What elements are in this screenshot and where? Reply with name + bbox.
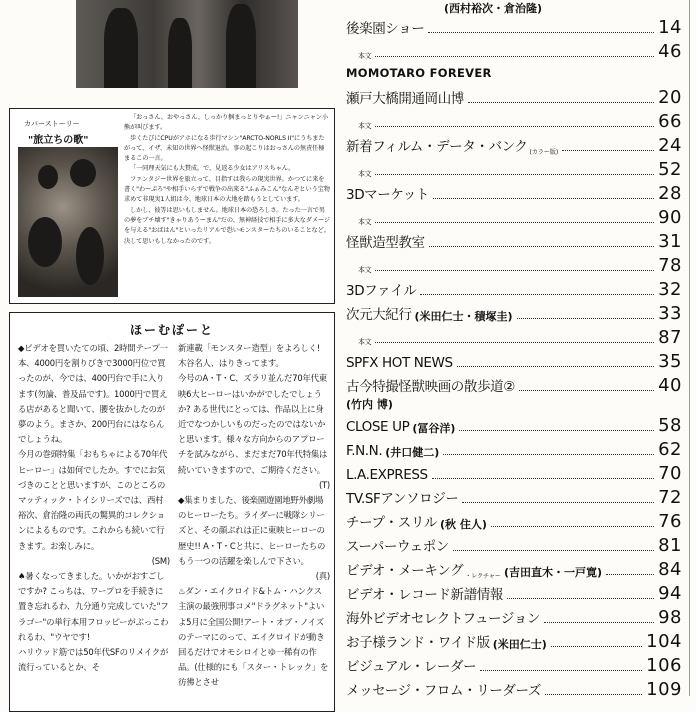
toc-entry (346, 486, 682, 508)
toc-dot-leader (517, 318, 655, 319)
toc-page-number: 24 (658, 135, 682, 156)
toc-dot-leader (375, 342, 654, 343)
toc-entry-author: (井口健二) (385, 446, 440, 459)
toc-entry-title: 3Dファイル (346, 283, 417, 299)
toc-page-number: 35 (658, 351, 682, 372)
toc-entry (346, 678, 682, 700)
photo-figure (104, 8, 138, 88)
toc-dot-leader (428, 32, 654, 33)
toc-entry-author: (吉田直木・一戸寛) (503, 566, 602, 579)
toc-entry-title: 本文 (358, 266, 372, 274)
cover-paragraph: ファンタジー世界を旅立って、目指すは我らの現実世界。かつてに来を書く"わーぷろ"や相手いらずで戦争の出来る"ふぁみこん"なんぞという宝物求めて非現実1人組は今、地球日本の大地を踏もうとしています。 (124, 175, 330, 204)
toc-subentry (346, 110, 682, 132)
toc-entry (346, 462, 682, 484)
home-paragraph: ハリウッド筋では50年代SFのリメイクが流行っているとか、そ (18, 647, 169, 673)
home-port-column-left (18, 341, 170, 675)
home-port-box (9, 312, 335, 712)
home-paragraph: ♨ダン・エイクロイド&トム・ハンクス主演の最強刑事コメ"ドラグネット"よいよ5月に全国公開!アート・オブ・ノイズのテーマにのって、エイクロイドが動き回るだけでオモシロイとゆ一稀有の作品。(仕様的にも「スター・トレック」を彷彿とさせ (178, 586, 329, 688)
toc-entry-title: CLOSE UP (346, 419, 410, 435)
top-photo (76, 0, 298, 88)
toc-entry (346, 630, 682, 652)
toc-entry-title: 本文 (358, 52, 372, 60)
toc-dot-leader (519, 390, 654, 391)
toc-page-number: 14 (658, 17, 682, 38)
toc-entry (346, 350, 682, 372)
toc-subentry (346, 254, 682, 276)
toc-entry-title: F.N.N. (346, 443, 383, 459)
toc-dot-leader (432, 478, 654, 479)
toc-entry-title: ビデオ・レコード新譜情報 (346, 587, 503, 603)
toc-entry-title: 3Dマーケット (346, 187, 430, 203)
toc-page-number: 66 (658, 111, 682, 132)
home-paragraph: 新連載「モンスター造型」をよろしく! 木谷名人、はりきってます。 (178, 343, 320, 369)
cover-paragraph: 「おっさん、おやっさん、しっかり掴まっとりやぁー!」ニャンニャン小熊が叫びます。 (124, 114, 328, 132)
toc-dot-leader (457, 366, 654, 367)
toc-dot-leader (468, 102, 654, 103)
toc-entry-title: ビデオ・メーキング (346, 563, 464, 579)
toc-entry (346, 558, 682, 580)
toc-entry-title: チープ・スリル (346, 515, 438, 531)
cover-illustration (18, 147, 118, 297)
toc-subentry (346, 158, 682, 180)
toc-entry-note: (カラー版) (529, 149, 559, 156)
toc-entry-title: 怪獣造型教室 (346, 235, 425, 251)
toc-page-number: 84 (658, 559, 682, 580)
cover-story-box (9, 108, 335, 304)
toc-page-number: 106 (646, 655, 682, 676)
toc-entry-title: L.A.EXPRESS (346, 467, 428, 483)
toc-dot-leader (551, 646, 642, 647)
home-paragraph: ◆集まりました、後楽園遊園地野外劇場のヒーローたち。ライダーに戦隊シリーズと、その顔ぶれは正に東映ヒーローの歴史!! A・T・Cと共に、ヒーローたちのもう一つの活躍を楽しんで下さい。 (178, 495, 326, 566)
toc-entry (346, 86, 682, 108)
toc-entry (346, 534, 682, 556)
page-edge (689, 0, 690, 696)
toc-page-number: 81 (658, 535, 682, 556)
toc-entry-title: SPFX HOT NEWS (346, 355, 453, 371)
toc-page-number: 32 (658, 279, 682, 300)
toc-entry-title: 本文 (358, 338, 372, 346)
toc-byline: (竹内 博) (346, 398, 393, 411)
toc-entry-title: 瀬戸大橋開通岡山博 (346, 91, 464, 107)
toc-entry (346, 302, 682, 324)
toc-entry (346, 374, 682, 396)
toc-entry-note: ・レクチャー (465, 573, 501, 580)
toc-dot-leader (375, 126, 654, 127)
toc-entry-title: 新着フィルム・データ・バンク (346, 139, 528, 155)
cover-story-title: "旅立ちの歌" (28, 135, 89, 146)
photo-figure (226, 4, 256, 88)
toc-page-number: 46 (658, 41, 682, 62)
toc-dot-leader (433, 198, 654, 199)
toc-entry-author: (冨谷洋) (412, 422, 456, 435)
toc-subentry (346, 206, 682, 228)
home-port-column-right (178, 341, 330, 691)
home-paragraph: 今号のA・T・C、ズラリ並んだ70年代東映6大ヒーローはいかがでしたでしょうか? ある世代にとっては、作品以上に身近でなつかしいものだったのではないかと思います。様々な方向からのアプローチを試みながら、まだまだ70年代特集は続いていきますので、ご期待ください。 (178, 373, 328, 475)
toc-dot-leader (606, 574, 654, 575)
toc-dot-leader (429, 246, 654, 247)
home-paragraph: ♠暑くなってきました。いかがおすごしですか? こっちは、ワープロを手続きに置き忘れるわ、九分通り完成していた"フラゴー"の単行本用フロッピーがぶっこわれるわ、"ウヤです! (18, 571, 169, 642)
toc-entry-author: (米田仁士) (492, 638, 547, 651)
home-signature: (真) (315, 571, 330, 582)
toc-dot-leader (375, 270, 654, 271)
toc-entry (346, 438, 682, 460)
toc-subentry (346, 326, 682, 348)
toc-page-number: 90 (658, 207, 682, 228)
cover-story-label: カバーストーリー (24, 120, 80, 128)
toc-entry-title: ビジュアル・レーダー (346, 659, 477, 675)
cover-paragraph: しかし、彼等は思いもしません。地球日本の恐ろしさ。たった一言で男の夢をブチ壊す"きゃりあうーまん"だの、無神経技で相手に多大なダメージを与える"おばはん"といったリアルで恐いモンスターたちのいることなど。決して思いもしなかったのです。 (124, 206, 331, 245)
home-signature: (T) (318, 479, 330, 490)
toc-entry (346, 582, 682, 604)
toc-page-number: 72 (658, 487, 682, 508)
toc-entry (346, 182, 682, 204)
home-paragraph: ◆ビデオを買いたての頃、2時間テープ一本、4000円を割りびきで3000円位で買ったのが、今では、400円台で手に入ります(勿論、普及品です)。1000円で買える店があると聞いて、腰を抜かしたのが夢のよう。まさか、200円台にはならんでしょうね。 (18, 343, 168, 445)
toc-entry-title: 後楽園ショー (346, 21, 425, 37)
cover-story-text (124, 113, 330, 247)
toc-page-number: 109 (646, 679, 682, 700)
toc-dot-leader (375, 174, 654, 175)
toc-entry (346, 278, 682, 300)
toc-entry-author: (米田仁士・積塚圭) (414, 310, 513, 323)
toc-entry-title: メッセージ・フロム・リーダーズ (346, 683, 542, 699)
cover-paragraph: 歩くたびにCPUがアホになる歩行マシン"ARCTO-NORLS II"にうちまたがって、イザ、未知の世界へ怪獣退治。事の起こりはおっさんの無責任極まるこの一言。 (124, 134, 325, 163)
toc-dot-leader (562, 150, 654, 151)
cover-paragraph: 「一同理天気にも大賛成。で、見返る少女はアリスちゃん。 (130, 165, 295, 173)
toc-dot-leader (507, 598, 654, 599)
toc-dot-leader (459, 430, 654, 431)
toc-page-number: 104 (646, 631, 682, 652)
toc-dot-leader (545, 694, 642, 695)
toc-entry (346, 134, 682, 156)
toc-page-number: 31 (658, 231, 682, 252)
toc-entry-title: TV.SFアンソロジー (346, 491, 459, 507)
toc-entry-title: お子様ランド・ワイド版 (346, 635, 490, 651)
toc-page-number: 58 (658, 415, 682, 436)
toc-entry (346, 16, 682, 38)
toc-subentry (346, 40, 682, 62)
toc-page-number: 87 (658, 327, 682, 348)
toc-page-number: 70 (658, 463, 682, 484)
toc-entry-title: 本文 (358, 170, 372, 178)
toc-page-number: 40 (658, 375, 682, 396)
toc-entry-author: (秋 住人) (440, 518, 487, 531)
toc-page-number: 33 (658, 303, 682, 324)
toc-entry (346, 230, 682, 252)
toc-dot-leader (462, 502, 654, 503)
toc-dot-leader (480, 670, 642, 671)
toc-page-number: 78 (658, 255, 682, 276)
toc-entry (346, 510, 682, 532)
toc-entry-title: スーパーウェポン (346, 539, 449, 555)
toc-page-number: 52 (658, 159, 682, 180)
toc-entry (346, 414, 682, 436)
home-paragraph: 今月の巻頭特集「おもちゃによる70年代ヒーロー」は如何でしたか。すでにお気づきのことと思いますが、このところのマッティック・トイシリーズでは、西村裕次、倉治隆の両氏の驚異的コレクションによるものです。これからも続いて行きます。お楽しみに。 (18, 449, 168, 551)
toc-dot-leader (544, 622, 654, 623)
photo-figure (168, 18, 192, 88)
toc-entry-title: 古今特撮怪獣映画の散歩道② (346, 379, 515, 395)
toc-page-number: 98 (658, 607, 682, 628)
home-signature: (SM) (151, 555, 170, 566)
toc-dot-leader (375, 222, 654, 223)
toc-entry (346, 654, 682, 676)
toc-page-number: 76 (658, 511, 682, 532)
toc-entry-title: 本文 (358, 218, 372, 226)
toc-page-number: 94 (658, 583, 682, 604)
toc-dot-leader (491, 526, 654, 527)
toc-dot-leader (375, 56, 654, 57)
toc-entry-title: 次元大紀行 (346, 307, 412, 323)
toc-dot-leader (453, 550, 654, 551)
home-port-title: ほーむぽーと (129, 323, 214, 337)
toc-page-number: 20 (658, 87, 682, 108)
toc-entry-title: 海外ビデオセレクトフュージョン (346, 611, 540, 627)
toc-dot-leader (443, 454, 654, 455)
toc-dot-leader (420, 294, 654, 295)
toc-entry-title: 本文 (358, 122, 372, 130)
toc-header-credits: (西村裕次・倉治隆) (444, 2, 543, 15)
toc-page-number: 28 (658, 183, 682, 204)
toc-page-number: 62 (658, 439, 682, 460)
toc-entry (346, 606, 682, 628)
toc-section-banner: MOMOTARO FOREVER (346, 66, 492, 80)
